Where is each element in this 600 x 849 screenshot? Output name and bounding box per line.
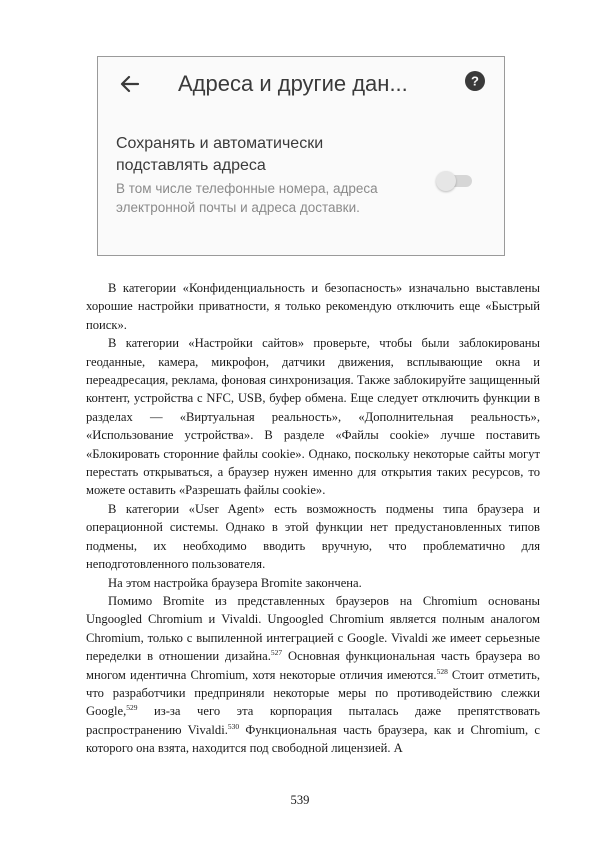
app-bar [98, 57, 504, 111]
help-circle-icon[interactable] [464, 70, 486, 92]
text-run: из-за чего эта корпорация пыталась даже препятствовать распространению Vivaldi. [86, 704, 540, 737]
page-number: 539 [290, 793, 310, 807]
paragraph: В категории «Конфиденциальность и безопасность» изначально выставлены хорошие настройки приватности, я только рекомендую отключить еще «Быстрый поиск». [86, 281, 540, 332]
paragraph [86, 592, 540, 758]
screen-title: Адреса и другие дан... [178, 71, 408, 96]
text-run: Основная функциональная часть браузера во многом идентична Chromium, хотя некоторые отличия имеются. [86, 649, 541, 682]
text-run: Стоит отметить, что разработчики предприняли некоторые меры по противодействию слежки Google, [86, 667, 540, 719]
body-text [86, 279, 540, 758]
settings-screenshot [97, 56, 505, 256]
text-run: Функциональная часть браузера, как и Chromium, с которого она взята, находится под свободной лицензией. А [86, 722, 541, 756]
footnote-ref[interactable]: 528 [436, 666, 448, 676]
paragraph: В категории «User Agent» есть возможность подмены типа браузера и операционной системы. Однако в этой функции нет предустановленных типов подмены, их необходимо вводить вручную, что проблематично для неподготовленного пользователя. [86, 501, 540, 572]
footnote-ref[interactable]: 529 [126, 703, 138, 713]
arrow-left-icon[interactable] [118, 72, 142, 96]
setting-description: В том числе телефонные номера, адреса электронной почты и адреса доставки. [116, 181, 378, 215]
toggle-knob [436, 171, 456, 191]
svg-text:?: ? [471, 73, 479, 89]
footnote-ref[interactable]: 527 [270, 648, 283, 658]
setting-title: Сохранять и автоматически подставлять адреса [116, 135, 324, 174]
autofill-addresses-toggle[interactable] [436, 171, 474, 191]
paragraph: На этом настройка браузера Bromite закончена. [108, 575, 362, 590]
footnote-ref[interactable]: 530 [227, 721, 240, 731]
paragraph: В категории «Настройки сайтов» проверьте, чтобы были заблокированы геоданные, камера, микрофон, датчики движения, всплывающие окна и переадресация, реклама, фоновая синхронизация. Также заблокируйте защищенный контент, устройства с NFC, USB, буфер обмена. Еще следует отключить функции в разделах — «Виртуальная реальность», «Дополнительная реальность», «Использование устройства». В разделе «Файлы cookie» лучше поставить «Блокировать сторонние файлы cookie». Однако, поскольку некоторые сайты могут перестать открываться, а браузер нужен именно для открытия таких ресурсов, то можете оставить «Разрешать файлы cookie». [86, 336, 540, 498]
text-run: Помимо Bromite из представленных браузеров на Chromium основаны Ungoogled Chromium и Vivaldi. Ungoogled Chromium является полным аналогом Chromium, только с выпиленной интеграцией с Google. Vivaldi же имеет серьезные переделки в отношении дизайна. [86, 593, 540, 664]
